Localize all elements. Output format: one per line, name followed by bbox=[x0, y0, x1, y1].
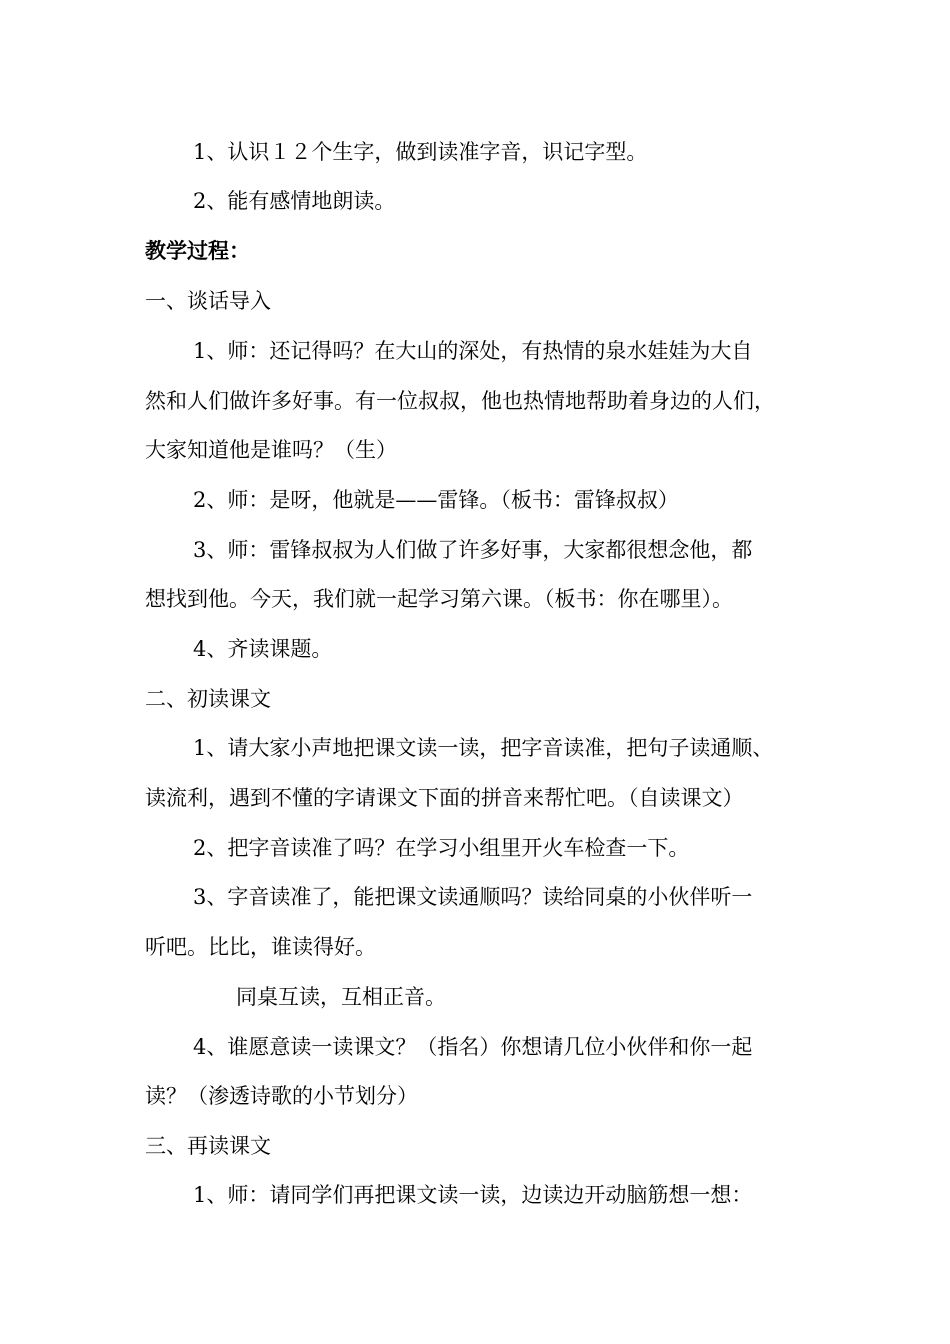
section-heading-second-reading: 三、再读课文 bbox=[145, 1134, 271, 1158]
paragraph-line: 2、师：是呀，他就是——雷锋。（板书：雷锋叔叔） bbox=[193, 488, 679, 512]
objective-1: 1、认识１２个生字，做到读准字音，识记字型。 bbox=[193, 140, 648, 164]
paragraph-line: 1、请大家小声地把课文读一读，把字音读准，把句子读通顺、 bbox=[193, 736, 774, 760]
paragraph-line: 1、师：还记得吗？在大山的深处，有热情的泉水娃娃为大自 bbox=[193, 339, 753, 363]
paragraph-line: 4、齐读课题。 bbox=[193, 637, 333, 661]
paragraph-line: 大家知道他是谁吗？（生） bbox=[145, 438, 397, 462]
paragraph-line: 然和人们做许多好事。有一位叔叔，他也热情地帮助着身边的人们， bbox=[145, 389, 775, 413]
paragraph-line: 同桌互读，互相正音。 bbox=[236, 985, 446, 1009]
paragraph-line: 读？（渗透诗歌的小节划分） bbox=[145, 1084, 418, 1108]
paragraph-line: 想找到他。今天，我们就一起学习第六课。（板书：你在哪里）。 bbox=[145, 587, 733, 611]
section-heading-first-reading: 二、初读课文 bbox=[145, 687, 271, 711]
section-heading-intro: 一、谈话导入 bbox=[145, 289, 271, 313]
paragraph-line: 3、师：雷锋叔叔为人们做了许多好事，大家都很想念他，都 bbox=[193, 538, 753, 562]
paragraph-line: 4、谁愿意读一读课文？（指名）你想请几位小伙伴和你一起 bbox=[193, 1035, 753, 1059]
section-heading-teaching-process: 教学过程： bbox=[145, 239, 250, 263]
objective-2: 2、能有感情地朗读。 bbox=[193, 189, 396, 213]
paragraph-line: 读流利，遇到不懂的字请课文下面的拼音来帮忙吧。（自读课文） bbox=[145, 786, 744, 810]
paragraph-line: 3、字音读准了，能把课文读通顺吗？读给同桌的小伙伴听一 bbox=[193, 885, 753, 909]
paragraph-line: 2、把字音读准了吗？在学习小组里开火车检查一下。 bbox=[193, 836, 690, 860]
paragraph-line: 1、师：请同学们再把课文读一读，边读边开动脑筋想一想： bbox=[193, 1183, 753, 1207]
paragraph-line: 听吧。比比，谁读得好。 bbox=[145, 935, 376, 959]
